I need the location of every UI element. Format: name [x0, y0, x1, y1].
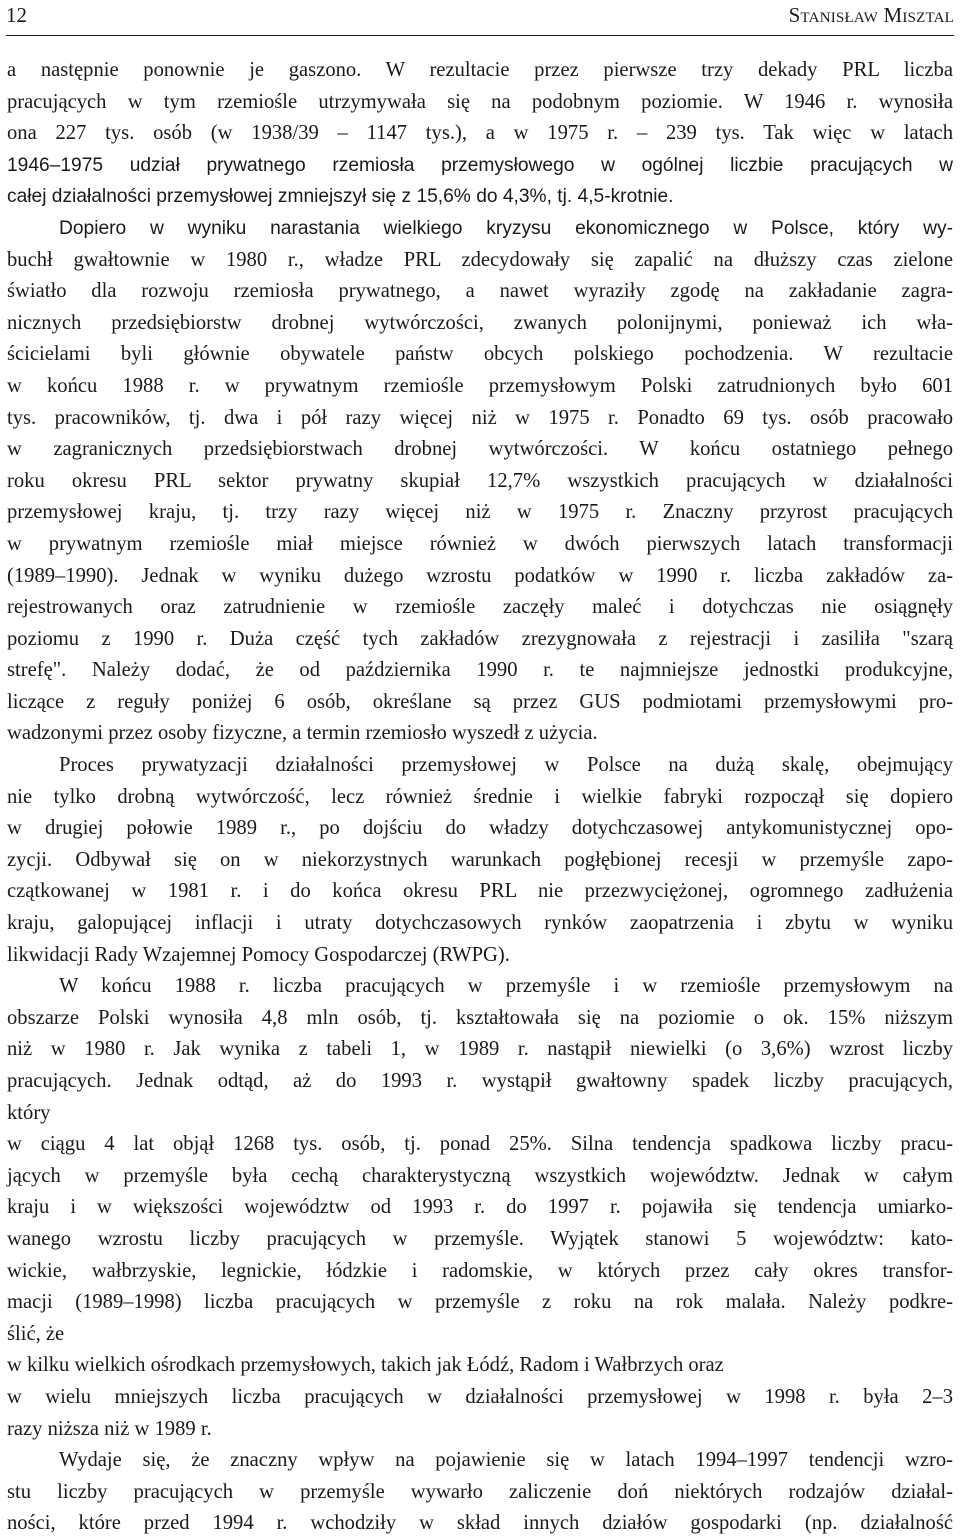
text-line: wadzonymi przez osoby fizyczne, a termin rzemiosło wyszedł z użycia.	[7, 722, 598, 745]
text-line: pracujących. Jednak odtąd, aż do 1993 r. wystąpił gwałtowny spadek liczby pracujących,	[7, 1070, 953, 1092]
text-line: kraju, galopującej inflacji i utraty dotychczasowych rynków zaopatrzenia i zbytu w wyniku	[7, 912, 953, 935]
text-line: roku okresu PRL sektor prywatny skupiał 12,7% wszystkich pracujących w działalności	[7, 469, 953, 492]
text-line: ślić, że	[7, 1322, 65, 1345]
text-line: który	[7, 1101, 51, 1124]
text-line: wickie, wałbrzyskie, legnickie, łódzkie i radomskie, w których przez cały okres transfor-	[7, 1259, 953, 1282]
text-line: Dopiero w wyniku narastania wielkiego kryzysu ekonomicznego w Polsce, który wy-	[59, 217, 953, 239]
page-header	[0, 0, 960, 36]
text-line: obszarze Polski wynosiła 4,8 mln osób, tj. kształtowała się na poziomie o ok. 15% niższym	[7, 1006, 953, 1029]
text-line: nicznych przedsiębiorstw drobnej wytwórczości, zwanych polonijnymi, ponieważ ich wła-	[7, 311, 953, 334]
text-line: wanego wzrostu liczby pracujących w przemyśle. Wyjątek stanowi 5 województw: kato-	[7, 1227, 953, 1250]
text-line: zycji. Odbywał się on w niekorzystnych warunkach pogłębionej recesji w przemyśle zapo-	[7, 848, 953, 871]
text-line: 1946–1975 udział prywatnego rzemiosła przemysłowego w ogólnej liczbie pracujących w	[7, 154, 953, 176]
text-line: poziomu z 1990 r. Duża część tych zakładów zrezygnowała z rejestracji i zasiliła "szarą	[7, 627, 953, 650]
text-line: w drugiej połowie 1989 r., po dojściu do władzy dotychczasowej antykomunistycznej opo-	[7, 817, 953, 840]
text-line: nie tylko drobną wytwórczość, lecz również średnie i wielkie fabryki rozpoczął się dopiero	[7, 785, 953, 808]
text-line: ności, które przed 1994 r. wchodziły w skład innych działów gospodarki (np. działalność	[7, 1512, 953, 1535]
text-line: a następnie ponownie je gaszono. W rezultacie przez pierwsze trzy dekady PRL liczba	[7, 59, 953, 81]
text-line: w zagranicznych przedsiębiorstwach drobnej wytwórczości. W końcu ostatniego pełnego	[7, 438, 953, 461]
text-line: w kilku wielkich ośrodkach przemysłowych, takich jak Łódź, Radom i Wałbrzych oraz	[7, 1354, 724, 1377]
text-line: w końcu 1988 r. w prywatnym rzemiośle przemysłowym Polski zatrudnionych było 601	[7, 374, 953, 397]
text-line: kraju i w większości województw od 1993 r. do 1997 r. pojawiła się tendencja umiarko-	[7, 1196, 953, 1219]
text-line: ścicielami byli głównie obywatele państw obcych polskiego pochodzenia. W rezultacie	[7, 343, 953, 366]
text-line: Wydaje się, że znaczny wpływ na pojawienie się w latach 1994–1997 tendencji wzro-	[59, 1449, 953, 1472]
text-line: w ciągu 4 lat objął 1268 tys. osób, tj. ponad 25%. Silna tendencja spadkowa liczby pracu-	[7, 1133, 953, 1156]
text-line: tys. pracowników, tj. dwa i pół razy więcej niż w 1975 r. Ponadto 69 tys. osób pracowało	[7, 406, 953, 429]
text-line: razy niższa niż w 1989 r.	[7, 1417, 212, 1440]
text-line: liczące z reguły poniżej 6 osób, określane są przez GUS podmiotami przemysłowymi pro-	[7, 690, 953, 713]
text-line: rejestrowanych oraz zatrudnienie w rzemiośle zaczęły maleć i dotychczas nie osiągnęły	[7, 596, 953, 619]
text-line: W końcu 1988 r. liczba pracujących w przemyśle i w rzemiośle przemysłowym na	[59, 975, 953, 998]
text-line: Proces prywatyzacji działalności przemysłowej w Polsce na dużą skalę, obejmujący	[59, 754, 953, 777]
text-line: czątkowanej w 1981 r. i do końca okresu PRL nie przezwyciężonej, ogromnego zadłużenia	[7, 880, 953, 903]
text-line: stu liczby pracujących w przemyśle wywarło zaliczenie doń niektórych rodzajów działal-	[7, 1480, 953, 1503]
body-text	[7, 55, 953, 1540]
text-line: w prywatnym rzemiośle miał miejsce również w dwóch pierwszych latach transformacji	[7, 532, 953, 555]
header-rule	[6, 35, 954, 36]
text-line: całej działalności przemysłowej zmniejszył się z 15,6% do 4,3%, tj. 4,5-krotnie.	[7, 186, 674, 208]
text-line: likwidacji Rady Wzajemnej Pomocy Gospodarczej (RWPG).	[7, 943, 510, 966]
text-line: ona 227 tys. osób (w 1938/39 – 1147 tys.), a w 1975 r. – 239 tys. Tak więc w latach	[7, 122, 953, 145]
text-line: światło dla rozwoju rzemiosła prywatnego, a nawet wyraziły zgodę na zakładanie zagra-	[7, 280, 953, 303]
text-line: strefę". Należy dodać, że od października 1990 r. te najmniejsze jednostki produkcyjne,	[7, 659, 953, 682]
text-line: przemysłowej kraju, tj. trzy razy więcej niż w 1975 r. Znaczny przyrost pracujących	[7, 501, 953, 524]
text-line: jących w przemyśle była cechą charakterystyczną wszystkich województw. Jednak w całym	[7, 1164, 953, 1187]
text-line: w wielu mniejszych liczba pracujących w działalności przemysłowej w 1998 r. była 2–3	[7, 1385, 953, 1408]
text-line: pracujących w tym rzemiośle utrzymywała się na podobnym poziomie. W 1946 r. wynosiła	[7, 90, 953, 113]
text-line: (1989–1990). Jednak w wyniku dużego wzrostu podatków w 1990 r. liczba zakładów za-	[7, 564, 953, 587]
running-head-author: Stanisław Misztal	[788, 3, 954, 27]
page-number: 12	[6, 3, 27, 27]
text-line: buchł gwałtownie w 1980 r., władze PRL zdecydowały się zapalić na dłuższy czas zielone	[7, 248, 953, 271]
text-line: macji (1989–1998) liczba pracujących w przemyśle z roku na rok malała. Należy podkre-	[7, 1291, 953, 1314]
text-line: niż w 1980 r. Jak wynika z tabeli 1, w 1989 r. nastąpił niewielki (o 3,6%) wzrost liczby	[7, 1038, 953, 1061]
